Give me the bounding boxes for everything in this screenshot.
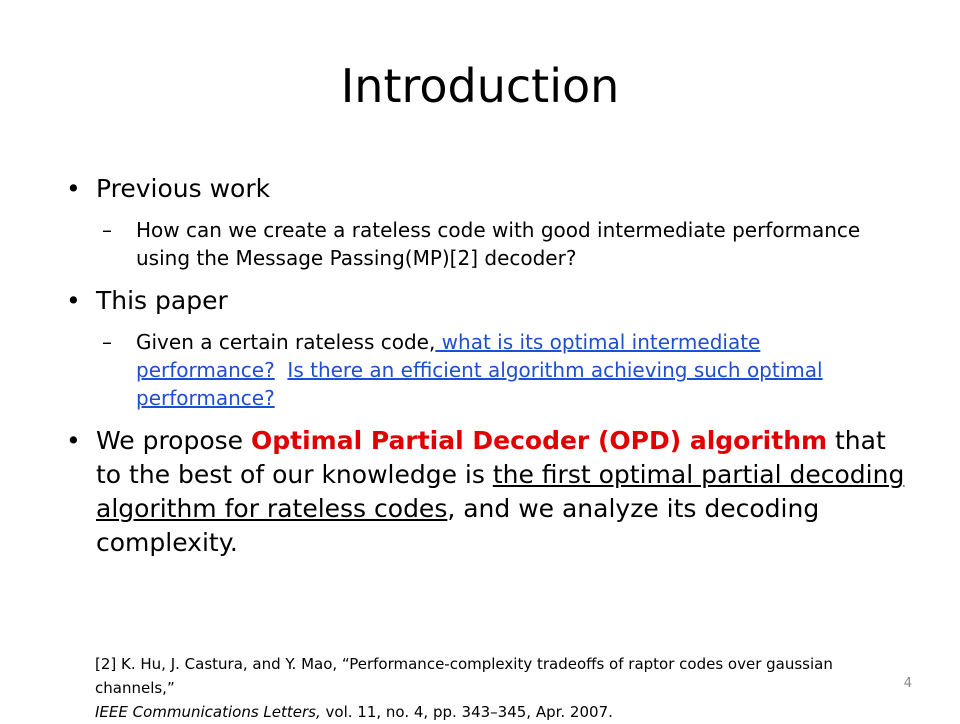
bullet-text: This paper bbox=[96, 286, 228, 315]
bullet-dot-icon: • bbox=[66, 174, 81, 203]
link-optimal-performance[interactable]: what is its optimal intermediate performance? bbox=[136, 330, 761, 382]
bullet-suffix: , and we analyze its decoding complexity. bbox=[96, 494, 820, 557]
sub-bullet-plain-text: Given a certain rateless code, bbox=[136, 330, 436, 354]
bullet-dot-icon: • bbox=[66, 426, 81, 455]
underlined-claim: the first optimal partial decoding algorithm for rateless codes bbox=[96, 460, 905, 523]
page-number: 4 bbox=[903, 676, 912, 691]
sub-bullet-this-paper bbox=[66, 328, 906, 412]
journal-name: IEEE Communications Letters, bbox=[95, 703, 321, 721]
bullet-previous-work bbox=[66, 172, 906, 206]
bullet-this-paper bbox=[66, 284, 906, 318]
reference-footnote bbox=[95, 652, 915, 724]
dash-icon: – bbox=[102, 218, 112, 242]
sub-bullet-text: How can we create a rateless code with good intermediate performance using the Message Passing(MP)[2] decoder? bbox=[136, 218, 861, 270]
bullet-dot-icon: • bbox=[66, 286, 81, 315]
reference-line-2 bbox=[95, 700, 915, 724]
reference-line-1: [2] K. Hu, J. Castura, and Y. Mao, “Performance-complexity tradeoffs of raptor codes over gaussian channels,” bbox=[95, 655, 833, 697]
sub-bullet-previous-work bbox=[66, 216, 906, 272]
highlight-opd-algorithm: Optimal Partial Decoder (OPD) algorithm bbox=[251, 426, 828, 455]
bullet-text: Previous work bbox=[96, 174, 271, 203]
bullet-proposal bbox=[66, 424, 906, 560]
slide-content bbox=[66, 172, 906, 560]
reference-details: vol. 11, no. 4, pp. 343–345, Apr. 2007. bbox=[320, 703, 613, 721]
slide-title: Introduction bbox=[340, 59, 620, 113]
bullet-prefix: We propose bbox=[96, 426, 251, 455]
link-efficient-algorithm[interactable]: Is there an efficient algorithm achieving such optimal performance? bbox=[136, 358, 823, 410]
dash-icon: – bbox=[102, 330, 112, 354]
bullet-middle: that to the best of our knowledge is bbox=[96, 426, 886, 489]
